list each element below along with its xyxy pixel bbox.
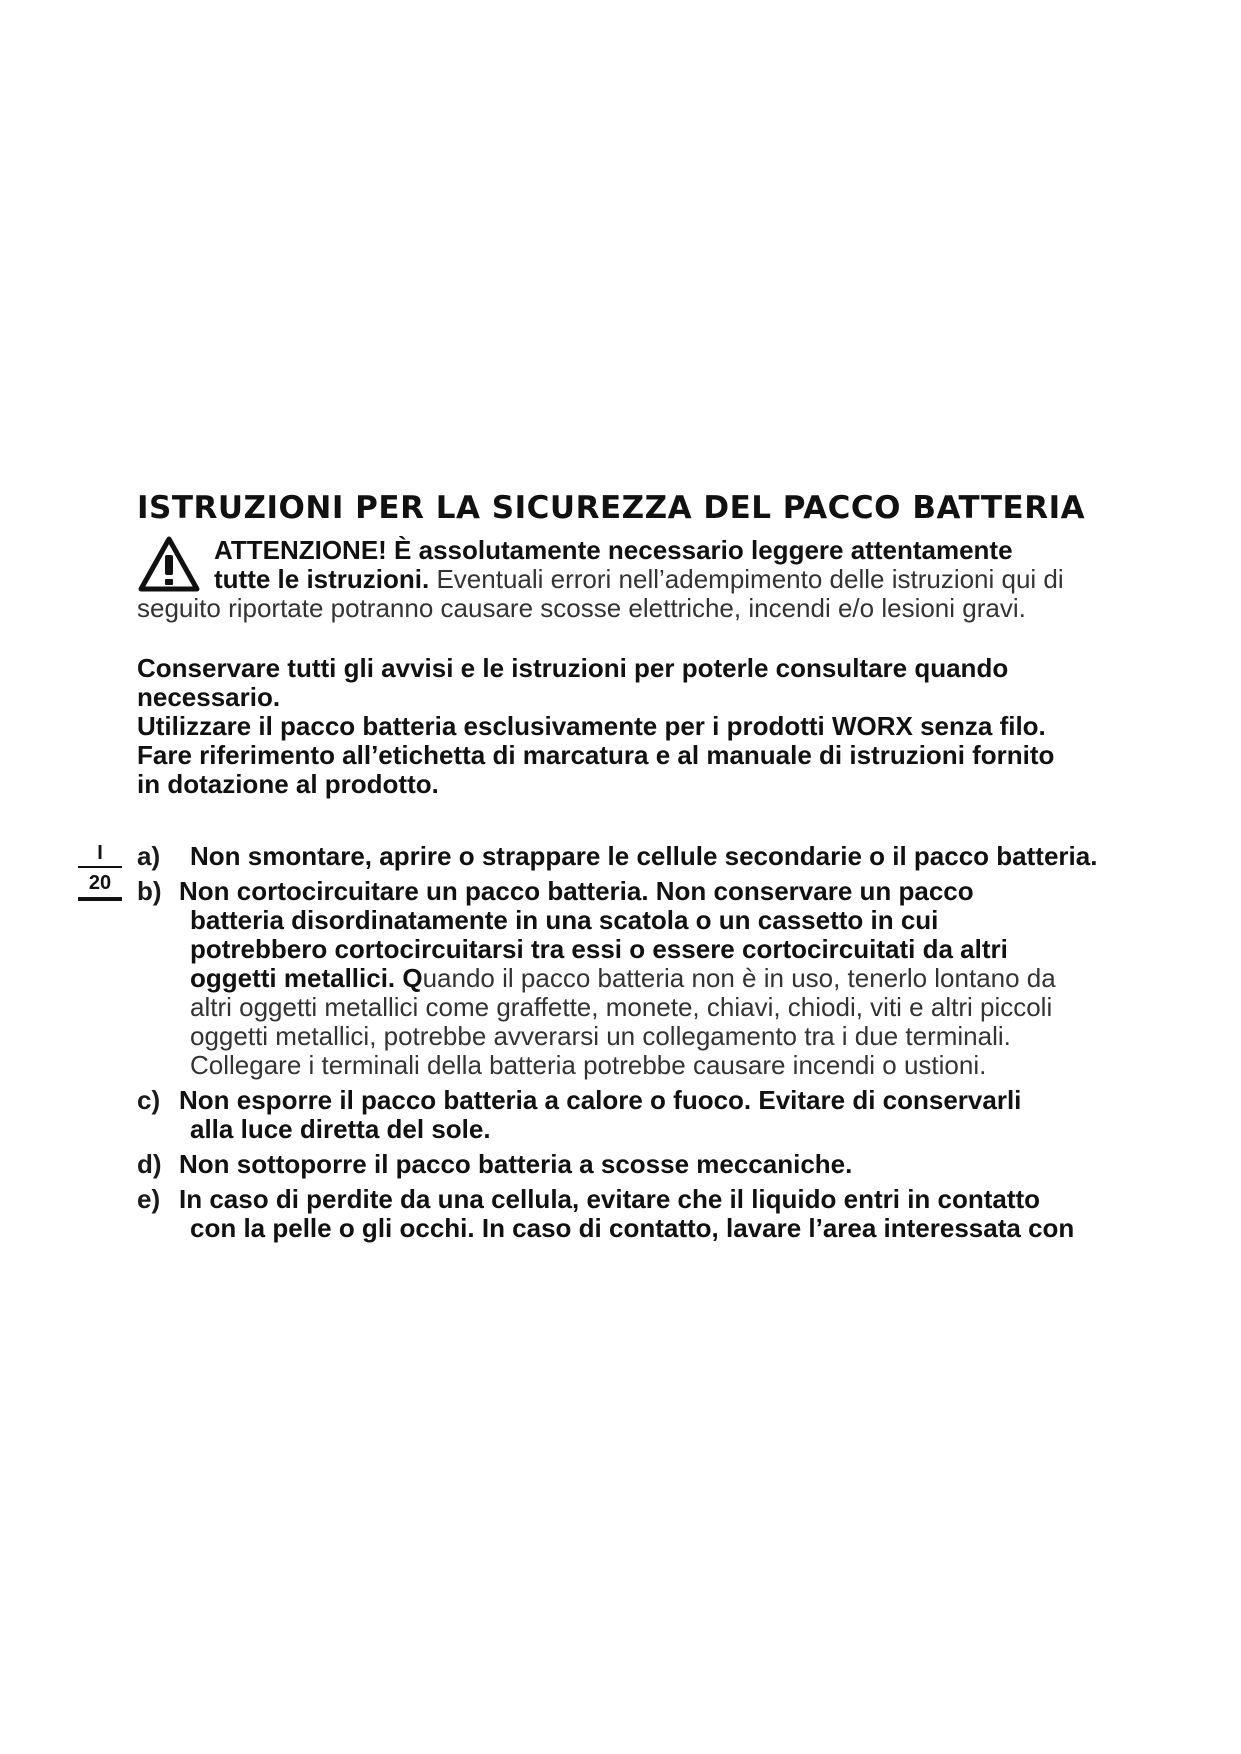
item-text: con la pelle o gli occhi. In caso di contatto, lavare l’area interessata con [190,1213,1075,1243]
item-text: oggetti metallici. Q [190,963,423,993]
intro-line: Fare riferimento all’etichetta di marcatura e al manuale di istruzioni fornito [137,740,1055,770]
item-text: uando il pacco batteria non è in uso, tenerlo lontano da [422,963,1056,993]
item-text: Non esporre il pacco batteria a calore o fuoco. Evitare di conservarli [179,1085,1022,1115]
item-text: alla luce diretta del sole. [190,1114,491,1144]
list-item [137,1086,1177,1144]
warning-heading: ATTENZIONE! È assolutamente necessario leggere attentamente [214,535,1013,565]
intro-line: Utilizzare il pacco batteria esclusivamente per i prodotti WORX senza filo. [137,711,1046,741]
intro-paragraph [137,654,1177,799]
list-item [137,1150,1177,1179]
divider [78,866,122,868]
warning-line-3: seguito riportate potranno causare scosse elettriche, incendi e/o lesioni gravi. [137,593,1026,623]
list-item [137,1185,1177,1243]
item-text: altri oggetti metallici come graffette, monete, chiavi, chiodi, viti e altri piccoli [190,992,1053,1022]
list-item [137,842,1177,871]
item-marker: a) [137,841,161,871]
warning-block [137,536,1177,623]
section-title: ISTRUZIONI PER LA SICUREZZA DEL PACCO BATTERIA [137,490,1086,526]
item-marker: c) [137,1085,161,1115]
item-text: Non smontare, aprire o strappare le cellule secondarie o il pacco batteria. [190,841,1098,871]
item-text: Non cortocircuitare un pacco batteria. Non conservare un pacco [179,876,974,906]
warning-emphasis: tutte le istruzioni. [214,564,430,594]
warning-line-2 [137,565,1177,594]
safety-list [137,842,1177,1249]
item-text: In caso di perdite da una cellula, evitare che il liquido entri in contatto [179,1184,1041,1214]
item-text: oggetti metallici, potrebbe avverarsi un collegamento tra i due terminali. [190,1021,1011,1051]
list-item [137,877,1177,1080]
item-marker: b) [137,876,162,906]
divider [78,897,122,901]
page-marker [78,842,122,901]
warning-text: Eventuali errori nell’adempimento delle istruzioni qui di [429,564,1064,594]
item-marker: e) [137,1184,161,1214]
intro-line: in dotazione al prodotto. [137,769,439,799]
item-text: batteria disordinatamente in una scatola o un cassetto in cui [190,905,939,935]
intro-line: necessario. [137,682,281,712]
item-text: Non sottoporre il pacco batteria a scosse meccaniche. [179,1149,853,1179]
page-number: 20 [88,872,112,894]
item-text: Collegare i terminali della batteria potrebbe causare incendi o ustioni. [190,1050,987,1080]
intro-line: Conservare tutti gli avvisi e le istruzioni per poterle consultare quando [137,653,1009,683]
language-code: I [97,842,103,864]
item-marker: d) [137,1149,162,1179]
item-text: potrebbero cortocircuitarsi tra essi o essere cortocircuitati da altri [190,934,1008,964]
